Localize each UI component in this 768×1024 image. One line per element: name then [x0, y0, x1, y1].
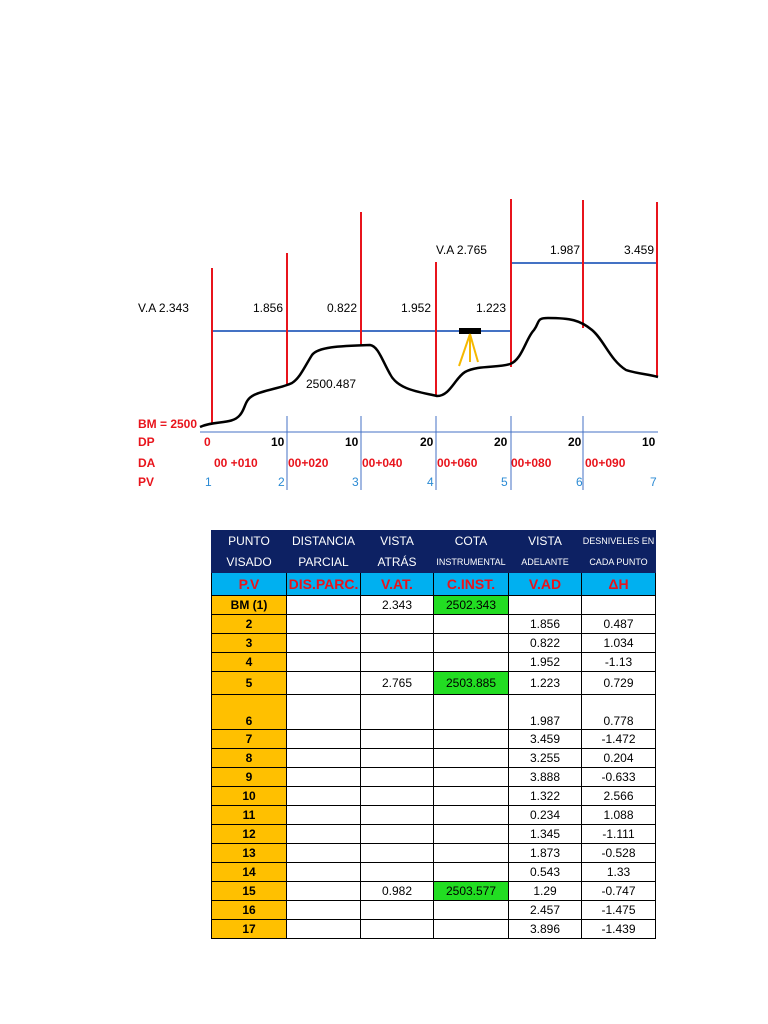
- height-difference-cell: 0.729: [582, 672, 656, 695]
- pv-cell: 7: [212, 730, 287, 749]
- pv-cell: 14: [212, 863, 287, 882]
- instrument-elevation-cell: 2502.343: [434, 596, 509, 615]
- height-difference-cell: 1.088: [582, 806, 656, 825]
- table-row: [212, 695, 656, 730]
- header-cell: DISTANCIA: [287, 531, 361, 552]
- backsight-cell: [361, 768, 434, 787]
- pv-value: 4: [427, 475, 434, 489]
- table-row: [212, 806, 656, 825]
- distance-cell: [287, 825, 361, 844]
- pv-cell: 10: [212, 787, 287, 806]
- instrument-elevation-cell: [434, 806, 509, 825]
- backsight-cell: [361, 806, 434, 825]
- column-code: DIS.PARC.: [287, 573, 361, 596]
- table-header-top: [212, 531, 656, 552]
- header-cell: COTA: [434, 531, 509, 552]
- instrument-elevation-cell: [434, 787, 509, 806]
- dp-value: 20: [568, 435, 582, 449]
- table-row: [212, 863, 656, 882]
- pv-cell: 3: [212, 634, 287, 653]
- pv-cell: 9: [212, 768, 287, 787]
- dp-value: 10: [345, 435, 359, 449]
- distance-cell: [287, 768, 361, 787]
- pv-cell: 11: [212, 806, 287, 825]
- pv-cell: BM (1): [212, 596, 287, 615]
- distance-cell: [287, 634, 361, 653]
- foresight-cell: 2.457: [509, 901, 582, 920]
- backsight-cell: [361, 863, 434, 882]
- foresight-cell: 3.459: [509, 730, 582, 749]
- column-code: C.INST.: [434, 573, 509, 596]
- table-row: [212, 768, 656, 787]
- view-value: 1.952: [401, 301, 432, 315]
- height-difference-cell: 0.778: [582, 695, 656, 730]
- distance-cell: [287, 653, 361, 672]
- distance-cell: [287, 695, 361, 730]
- distance-cell: [287, 863, 361, 882]
- da-value: 00 +010: [214, 456, 258, 470]
- header-cell: INSTRUMENTAL: [434, 552, 509, 573]
- instrument-elevation-cell: [434, 901, 509, 920]
- foresight-cell: 3.896: [509, 920, 582, 939]
- da-row-label: DA: [138, 456, 156, 470]
- distance-cell: [287, 730, 361, 749]
- foresight-cell: 1.345: [509, 825, 582, 844]
- pv-cell: 13: [212, 844, 287, 863]
- foresight-cell: 1.223: [509, 672, 582, 695]
- pv-cell: 12: [212, 825, 287, 844]
- foresight-cell: 1.873: [509, 844, 582, 863]
- va-right-label: V.A 2.765: [436, 243, 487, 257]
- pv-value: 1: [205, 475, 212, 489]
- pv-cell: 5: [212, 672, 287, 695]
- column-code: V.AD: [509, 573, 582, 596]
- foresight-cell: 0.543: [509, 863, 582, 882]
- table-row: [212, 787, 656, 806]
- pv-cell: 16: [212, 901, 287, 920]
- va-left-label: V.A 2.343: [138, 301, 189, 315]
- dp-row-label: DP: [138, 435, 155, 449]
- header-cell: VISTA: [361, 531, 434, 552]
- instrument-elevation-cell: [434, 920, 509, 939]
- height-difference-cell: -1.475: [582, 901, 656, 920]
- distance-cell: [287, 749, 361, 768]
- view-value: 1.987: [550, 243, 581, 257]
- table-row: [212, 634, 656, 653]
- foresight-cell: 0.234: [509, 806, 582, 825]
- height-difference-cell: -0.528: [582, 844, 656, 863]
- table-row: [212, 596, 656, 615]
- height-difference-cell: 1.33: [582, 863, 656, 882]
- distance-cell: [287, 787, 361, 806]
- tripod: [459, 334, 478, 366]
- distance-cell: [287, 901, 361, 920]
- foresight-cell: 3.255: [509, 749, 582, 768]
- distance-cell: [287, 615, 361, 634]
- backsight-cell: [361, 787, 434, 806]
- foresight-cell: 1.29: [509, 882, 582, 901]
- pv-row-label: PV: [138, 475, 155, 489]
- table-row: [212, 825, 656, 844]
- table-row: [212, 844, 656, 863]
- instrument-elevation-cell: [434, 844, 509, 863]
- column-code: P.V: [212, 573, 287, 596]
- backsight-cell: [361, 844, 434, 863]
- height-difference-cell: 2.566: [582, 787, 656, 806]
- height-difference-cell: [582, 596, 656, 615]
- da-value: 00+090: [585, 456, 626, 470]
- instrument-elevation-cell: [434, 653, 509, 672]
- table-row: [212, 901, 656, 920]
- pv-cell: 2: [212, 615, 287, 634]
- header-cell: CADA PUNTO: [582, 552, 656, 573]
- pv-value: 2: [278, 475, 285, 489]
- pv-cell: 6: [212, 695, 287, 730]
- dp-value: 20: [494, 435, 508, 449]
- backsight-cell: 2.765: [361, 672, 434, 695]
- header-cell: PARCIAL: [287, 552, 361, 573]
- pv-value: 7: [650, 475, 657, 489]
- level-instrument: [459, 328, 481, 334]
- pv-cell: 15: [212, 882, 287, 901]
- backsight-cell: [361, 653, 434, 672]
- backsight-cell: [361, 695, 434, 730]
- table-header-bottom: [212, 552, 656, 573]
- foresight-cell: 1.856: [509, 615, 582, 634]
- pv-value: 3: [352, 475, 359, 489]
- pv-value: 5: [501, 475, 508, 489]
- distance-cell: [287, 672, 361, 695]
- pv-cell: 8: [212, 749, 287, 768]
- table-row: [212, 653, 656, 672]
- height-difference-cell: -0.747: [582, 882, 656, 901]
- height-difference-cell: 0.204: [582, 749, 656, 768]
- height-difference-cell: -1.439: [582, 920, 656, 939]
- height-difference-cell: 0.487: [582, 615, 656, 634]
- foresight-cell: 1.952: [509, 653, 582, 672]
- da-value: 00+080: [511, 456, 552, 470]
- dp-value: 0: [204, 435, 211, 449]
- foresight-cell: 1.987: [509, 695, 582, 730]
- backsight-cell: 2.343: [361, 596, 434, 615]
- height-difference-cell: 1.034: [582, 634, 656, 653]
- view-value: 0.822: [327, 301, 358, 315]
- distance-cell: [287, 844, 361, 863]
- view-value: 1.856: [253, 301, 284, 315]
- header-cell: VISADO: [212, 552, 287, 573]
- da-value: 00+060: [437, 456, 478, 470]
- da-value: 00+040: [362, 456, 403, 470]
- foresight-cell: 1.322: [509, 787, 582, 806]
- instrument-elevation-cell: [434, 825, 509, 844]
- backsight-cell: [361, 920, 434, 939]
- instrument-elevation-cell: [434, 730, 509, 749]
- header-cell: ADELANTE: [509, 552, 582, 573]
- elevation-label: 2500.487: [306, 377, 357, 391]
- table-column-codes: [212, 573, 656, 596]
- dp-value: 10: [642, 435, 656, 449]
- instrument-elevation-cell: [434, 749, 509, 768]
- pv-value: 6: [576, 475, 583, 489]
- dp-value: 10: [271, 435, 285, 449]
- header-cell: DESNIVELES EN: [582, 531, 656, 552]
- pv-cell: 4: [212, 653, 287, 672]
- leveling-profile-diagram: [0, 0, 768, 500]
- foresight-cell: 0.822: [509, 634, 582, 653]
- instrument-elevation-cell: [434, 863, 509, 882]
- backsight-cell: [361, 730, 434, 749]
- table-row: [212, 749, 656, 768]
- distance-cell: [287, 882, 361, 901]
- foresight-cell: [509, 596, 582, 615]
- backsight-cell: [361, 901, 434, 920]
- instrument-elevation-cell: [434, 695, 509, 730]
- backsight-cell: 0.982: [361, 882, 434, 901]
- height-difference-cell: -1.111: [582, 825, 656, 844]
- instrument-elevation-cell: [434, 768, 509, 787]
- column-code: ΔH: [582, 573, 656, 596]
- header-cell: VISTA: [509, 531, 582, 552]
- pv-cell: 17: [212, 920, 287, 939]
- leveling-table: [211, 530, 656, 939]
- column-code: V.AT.: [361, 573, 434, 596]
- header-cell: PUNTO: [212, 531, 287, 552]
- table-row: [212, 920, 656, 939]
- view-value: 3.459: [624, 243, 655, 257]
- distance-cell: [287, 596, 361, 615]
- height-difference-cell: -1.13: [582, 653, 656, 672]
- ground-profile: [200, 318, 658, 427]
- foresight-cell: 3.888: [509, 768, 582, 787]
- view-value: 1.223: [476, 301, 507, 315]
- table-row: [212, 730, 656, 749]
- bm-label: BM = 2500: [138, 417, 198, 431]
- dp-value: 20: [420, 435, 434, 449]
- instrument-elevation-cell: 2503.577: [434, 882, 509, 901]
- distance-cell: [287, 920, 361, 939]
- distance-cell: [287, 806, 361, 825]
- backsight-cell: [361, 615, 434, 634]
- table-row: [212, 672, 656, 695]
- table-row: [212, 882, 656, 901]
- instrument-elevation-cell: 2503.885: [434, 672, 509, 695]
- instrument-elevation-cell: [434, 615, 509, 634]
- height-difference-cell: -1.472: [582, 730, 656, 749]
- height-difference-cell: -0.633: [582, 768, 656, 787]
- backsight-cell: [361, 749, 434, 768]
- header-cell: ATRÁS: [361, 552, 434, 573]
- backsight-cell: [361, 634, 434, 653]
- da-value: 00+020: [288, 456, 329, 470]
- table-row: [212, 615, 656, 634]
- instrument-elevation-cell: [434, 634, 509, 653]
- backsight-cell: [361, 825, 434, 844]
